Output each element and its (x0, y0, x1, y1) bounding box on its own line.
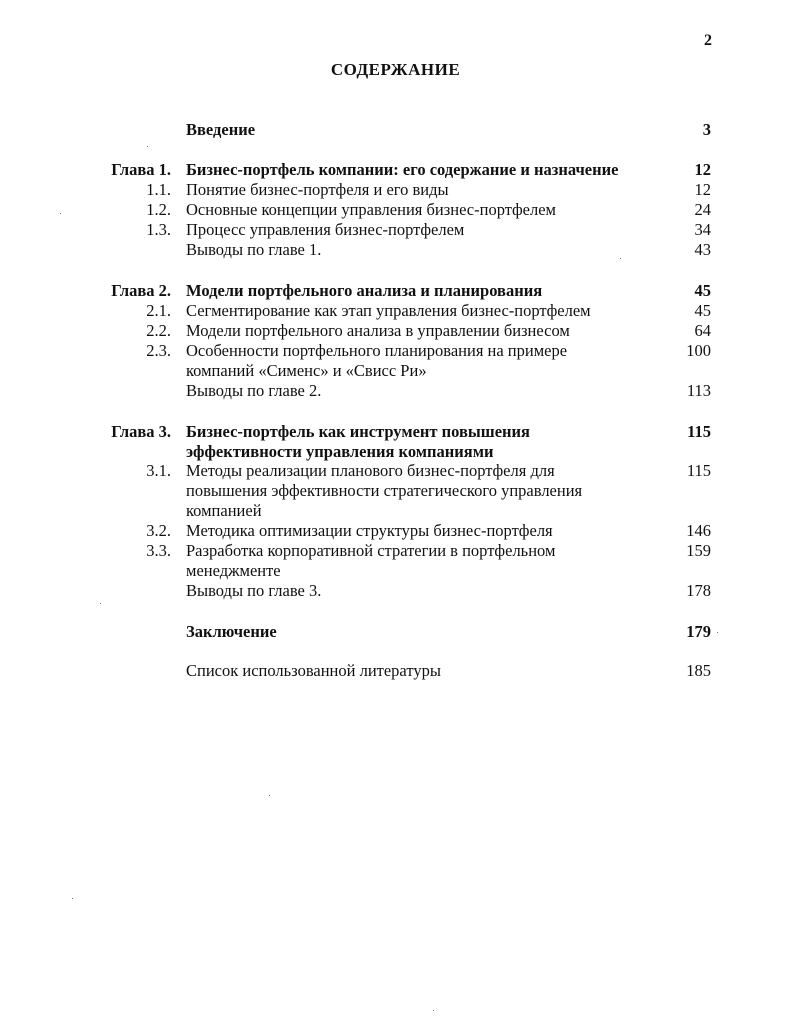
toc-page: 24 (694, 200, 711, 219)
toc-title-cont: эффективности управления компаниями (186, 442, 494, 461)
toc-page: 34 (694, 220, 711, 239)
toc-page: 179 (686, 622, 711, 641)
toc-title: Процесс управления бизнес-портфелем (186, 220, 465, 239)
toc-number: 1.2. (146, 200, 171, 219)
toc-page: 100 (686, 341, 711, 360)
toc-title: Понятие бизнес-портфеля и его виды (186, 180, 449, 199)
toc-page: 115 (686, 461, 711, 480)
toc-page: 146 (686, 521, 711, 540)
toc-title: Список использованной литературы (186, 661, 441, 680)
toc-page: 45 (694, 301, 711, 320)
toc-number: Глава 3. (111, 422, 171, 441)
toc-title: Бизнес-портфель как инструмент повышения (186, 422, 530, 441)
toc-title: Выводы по главе 2. (186, 381, 322, 400)
toc-number: 2.1. (146, 301, 171, 320)
toc-title: Особенности портфельного планирования на примере (186, 341, 568, 360)
toc-title: Модели портфельного анализа и планирования (186, 281, 543, 300)
toc-number: 3.1. (146, 461, 171, 480)
toc-title: Методы реализации планового бизнес-портфеля для (186, 461, 555, 480)
toc-page: 3 (702, 120, 711, 139)
toc-page: 159 (686, 541, 711, 560)
scan-speck (433, 1010, 434, 1011)
toc-number: 1.3. (146, 220, 171, 239)
toc-page: 64 (694, 321, 711, 340)
toc-page: 178 (686, 581, 711, 600)
toc-title: Основные концепции управления бизнес-портфелем (186, 200, 556, 219)
toc-title: Заключение (186, 622, 277, 641)
toc-title: Методика оптимизации структуры бизнес-портфеля (186, 521, 553, 540)
toc-title-cont: повышения эффективности стратегического управления (186, 481, 583, 500)
toc-page: 12 (694, 180, 711, 199)
toc-number: Глава 2. (111, 281, 171, 300)
toc-page: 12 (694, 160, 711, 179)
toc-number: 1.1. (146, 180, 171, 199)
toc-title: Введение (186, 120, 256, 139)
toc-title-cont: компаний «Сименс» и «Свисс Ри» (186, 361, 427, 380)
scan-speck (717, 632, 718, 633)
toc-title: Выводы по главе 3. (186, 581, 322, 600)
scan-speck (72, 898, 73, 899)
page-number: 2 (704, 32, 712, 49)
toc-page: 115 (687, 422, 711, 441)
toc-page: 43 (694, 240, 711, 259)
toc-number: 2.3. (146, 341, 171, 360)
toc-title: Разработка корпоративной стратегии в портфельном (186, 541, 556, 560)
toc-page: 185 (686, 661, 711, 680)
toc-title-cont: менеджменте (186, 561, 281, 580)
toc-title-cont: компанией (186, 501, 262, 520)
toc-number: Глава 1. (111, 160, 171, 179)
toc-title: Сегментирование как этап управления бизнес-портфелем (186, 301, 591, 320)
toc-number: 3.3. (146, 541, 171, 560)
toc-page: 45 (694, 281, 711, 300)
scan-speck (60, 213, 61, 214)
scan-speck (100, 603, 101, 604)
toc-page: 113 (686, 381, 711, 400)
toc-title: Выводы по главе 1. (186, 240, 322, 259)
scan-speck (620, 258, 621, 259)
toc-title: Модели портфельного анализа в управлении бизнесом (186, 321, 570, 340)
toc-number: 2.2. (146, 321, 171, 340)
page-title: СОДЕРЖАНИЕ (330, 60, 461, 79)
toc-number: 3.2. (146, 521, 171, 540)
scan-speck (147, 146, 148, 147)
toc-title: Бизнес-портфель компании: его содержание и назначение (186, 160, 619, 179)
scan-speck (269, 795, 270, 796)
